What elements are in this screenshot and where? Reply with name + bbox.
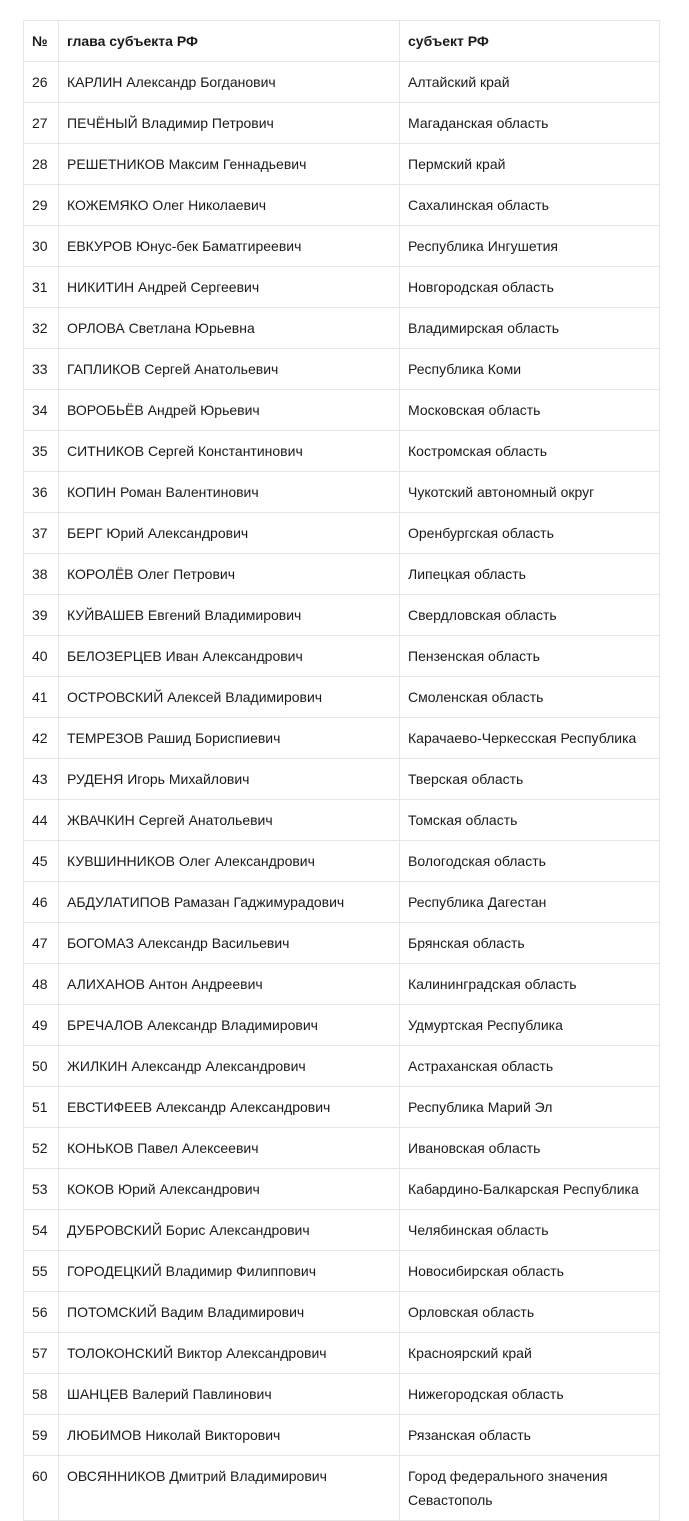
table-row (24, 390, 660, 431)
row-number-cell (24, 1415, 59, 1456)
table-row (24, 759, 660, 800)
governor-name: КОРОЛЁВ Олег Петрович (67, 566, 236, 582)
governor-name: ДУБРОВСКИЙ Борис Александрович (67, 1222, 310, 1238)
row-number-cell (24, 1087, 59, 1128)
federal-subject: Республика Коми (408, 361, 522, 377)
federal-subject: Калининградская область (408, 976, 577, 992)
federal-subject: Томская область (408, 812, 518, 828)
governor-name-cell (59, 1169, 400, 1210)
federal-subject-cell (400, 1005, 660, 1046)
federal-subject-cell (400, 1333, 660, 1374)
governor-name: АЛИХАНОВ Антон Андреевич (67, 976, 263, 992)
row-number: 34 (32, 402, 48, 418)
row-number: 59 (32, 1427, 48, 1443)
federal-subject-cell (400, 759, 660, 800)
row-number: 41 (32, 689, 48, 705)
row-number-cell (24, 349, 59, 390)
federal-subject-cell (400, 1169, 660, 1210)
federal-subject: Магаданская область (408, 115, 549, 131)
governor-name-cell (59, 1087, 400, 1128)
row-number: 39 (32, 607, 48, 623)
table-row (24, 1415, 660, 1456)
governor-name: ПЕЧЁНЫЙ Владимир Петрович (67, 115, 274, 131)
table-row (24, 1005, 660, 1046)
row-number: 35 (32, 443, 48, 459)
governor-name: ШАНЦЕВ Валерий Павлинович (67, 1386, 272, 1402)
governor-name-cell (59, 390, 400, 431)
federal-subject: Кабардино-Балкарская Республика (408, 1181, 639, 1197)
table-row (24, 103, 660, 144)
governor-name-cell (59, 964, 400, 1005)
federal-subject-cell (400, 718, 660, 759)
table-row (24, 1128, 660, 1169)
row-number-cell (24, 267, 59, 308)
row-number-cell (24, 882, 59, 923)
federal-subject: Липецкая область (408, 566, 526, 582)
row-number-cell (24, 1333, 59, 1374)
federal-subject-cell (400, 103, 660, 144)
governor-name-cell (59, 1333, 400, 1374)
federal-subject-cell (400, 554, 660, 595)
federal-subject: Вологодская область (408, 853, 546, 869)
governor-name-cell (59, 431, 400, 472)
federal-subject: Смоленская область (408, 689, 544, 705)
federal-subject-cell (400, 636, 660, 677)
table-row (24, 841, 660, 882)
governor-name: ЕВСТИФЕЕВ Александр Александрович (67, 1099, 331, 1115)
row-number-cell (24, 1169, 59, 1210)
governor-name: ЕВКУРОВ Юнус-бек Баматгиреевич (67, 238, 302, 254)
governor-name-cell (59, 718, 400, 759)
federal-subject-cell (400, 144, 660, 185)
federal-subject: Алтайский край (408, 74, 510, 90)
governor-name: КУВШИННИКОВ Олег Александрович (67, 853, 315, 869)
table-row (24, 308, 660, 349)
federal-subject: Карачаево-Черкесская Республика (408, 730, 637, 746)
federal-subject: Удмуртская Республика (408, 1017, 563, 1033)
row-number: 43 (32, 771, 48, 787)
governors-table-container (23, 20, 659, 1521)
table-row (24, 1046, 660, 1087)
row-number: 45 (32, 853, 48, 869)
row-number: 60 (32, 1468, 48, 1484)
governor-name: БРЕЧАЛОВ Александр Владимирович (67, 1017, 318, 1033)
governor-name: ЖИЛКИН Александр Александрович (67, 1058, 306, 1074)
row-number: 27 (32, 115, 48, 131)
row-number-cell (24, 841, 59, 882)
governor-name-cell (59, 226, 400, 267)
federal-subject-cell (400, 513, 660, 554)
federal-subject: Оренбургская область (408, 525, 554, 541)
table-row (24, 1333, 660, 1374)
federal-subject: Орловская область (408, 1304, 535, 1320)
row-number-cell (24, 1374, 59, 1415)
governor-name-cell (59, 1374, 400, 1415)
table-row (24, 431, 660, 472)
row-number: 56 (32, 1304, 48, 1320)
row-number-cell (24, 718, 59, 759)
governor-name-cell (59, 144, 400, 185)
governor-name: БЕЛОЗЕРЦЕВ Иван Александрович (67, 648, 303, 664)
governor-name: ОРЛОВА Светлана Юрьевна (67, 320, 255, 336)
federal-subject: Ивановская область (408, 1140, 541, 1156)
governor-name: РУДЕНЯ Игорь Михайлович (67, 771, 250, 787)
table-row (24, 1251, 660, 1292)
table-row (24, 964, 660, 1005)
governor-name-cell (59, 267, 400, 308)
header-subject: субъект РФ (400, 21, 660, 62)
row-number-cell (24, 800, 59, 841)
table-row (24, 923, 660, 964)
table-row (24, 882, 660, 923)
table-header-row (24, 21, 660, 62)
governor-name-cell (59, 636, 400, 677)
row-number-cell (24, 144, 59, 185)
row-number: 47 (32, 935, 48, 951)
governor-name-cell (59, 62, 400, 103)
federal-subject: Владимирская область (408, 320, 560, 336)
row-number: 31 (32, 279, 48, 295)
header-number: № (24, 21, 59, 62)
governor-name-cell (59, 1005, 400, 1046)
governor-name-cell (59, 595, 400, 636)
row-number: 26 (32, 74, 48, 90)
table-row (24, 1087, 660, 1128)
federal-subject-cell (400, 226, 660, 267)
federal-subject-cell (400, 390, 660, 431)
federal-subject-cell (400, 349, 660, 390)
row-number-cell (24, 513, 59, 554)
row-number-cell (24, 1046, 59, 1087)
governor-name: ЛЮБИМОВ Николай Викторович (67, 1427, 281, 1443)
row-number-cell (24, 1210, 59, 1251)
row-number: 37 (32, 525, 48, 541)
row-number: 44 (32, 812, 48, 828)
governor-name-cell (59, 759, 400, 800)
governor-name: ГАПЛИКОВ Сергей Анатольевич (67, 361, 279, 377)
federal-subject-cell (400, 308, 660, 349)
row-number-cell (24, 636, 59, 677)
governor-name: БОГОМАЗ Александр Васильевич (67, 935, 290, 951)
row-number-cell (24, 1128, 59, 1169)
federal-subject: Тверская область (408, 771, 524, 787)
row-number-cell (24, 1251, 59, 1292)
governor-name: ОСТРОВСКИЙ Алексей Владимирович (67, 689, 323, 705)
row-number: 29 (32, 197, 48, 213)
governor-name: ТОЛОКОНСКИЙ Виктор Александрович (67, 1345, 327, 1361)
governor-name: КОНЬКОВ Павел Алексеевич (67, 1140, 259, 1156)
federal-subject: Костромская область (408, 443, 548, 459)
row-number-cell (24, 923, 59, 964)
table-row (24, 513, 660, 554)
governor-name-cell (59, 923, 400, 964)
federal-subject: Пермский край (408, 156, 506, 172)
governor-name: БЕРГ Юрий Александрович (67, 525, 249, 541)
federal-subject: Новосибирская область (408, 1263, 564, 1279)
table-row (24, 1374, 660, 1415)
governor-name-cell (59, 513, 400, 554)
federal-subject: Астраханская область (408, 1058, 554, 1074)
governor-name: КУЙВАШЕВ Евгений Владимирович (67, 607, 302, 623)
row-number-cell (24, 226, 59, 267)
row-number-cell (24, 185, 59, 226)
governor-name-cell (59, 554, 400, 595)
row-number-cell (24, 431, 59, 472)
federal-subject-cell (400, 431, 660, 472)
governor-name: ГОРОДЕЦКИЙ Владимир Филиппович (67, 1263, 316, 1279)
table-row (24, 595, 660, 636)
federal-subject: Республика Марий Эл (408, 1099, 553, 1115)
governor-name-cell (59, 1128, 400, 1169)
row-number-cell (24, 390, 59, 431)
row-number: 49 (32, 1017, 48, 1033)
governor-name: СИТНИКОВ Сергей Константинович (67, 443, 303, 459)
federal-subject-cell (400, 1374, 660, 1415)
federal-subject-cell (400, 185, 660, 226)
federal-subject: Республика Дагестан (408, 894, 547, 910)
governor-name: ТЕМРЕЗОВ Рашид Бориспиевич (67, 730, 281, 746)
governor-name-cell (59, 308, 400, 349)
federal-subject: Нижегородская область (408, 1386, 564, 1402)
governor-name-cell (59, 349, 400, 390)
row-number: 28 (32, 156, 48, 172)
governor-name-cell (59, 472, 400, 513)
row-number: 51 (32, 1099, 48, 1115)
federal-subject-cell (400, 1046, 660, 1087)
row-number-cell (24, 308, 59, 349)
federal-subject: Свердловская область (408, 607, 557, 623)
federal-subject-cell (400, 923, 660, 964)
federal-subject: Брянская область (408, 935, 525, 951)
table-row (24, 1292, 660, 1333)
row-number: 33 (32, 361, 48, 377)
governor-name-cell (59, 103, 400, 144)
row-number: 42 (32, 730, 48, 746)
row-number-cell (24, 595, 59, 636)
row-number-cell (24, 1005, 59, 1046)
row-number: 50 (32, 1058, 48, 1074)
federal-subject-cell (400, 267, 660, 308)
federal-subject-cell (400, 1415, 660, 1456)
row-number-cell (24, 472, 59, 513)
governor-name: ЖВАЧКИН Сергей Анатольевич (67, 812, 273, 828)
row-number: 58 (32, 1386, 48, 1402)
row-number: 52 (32, 1140, 48, 1156)
row-number-cell (24, 677, 59, 718)
governor-name-cell (59, 1456, 400, 1521)
governor-name: ВОРОБЬЁВ Андрей Юрьевич (67, 402, 260, 418)
governor-name-cell (59, 1251, 400, 1292)
governor-name: РЕШЕТНИКОВ Максим Геннадьевич (67, 156, 307, 172)
row-number-cell (24, 62, 59, 103)
federal-subject-cell (400, 1087, 660, 1128)
federal-subject-cell (400, 62, 660, 103)
governors-table (23, 20, 660, 1521)
federal-subject-cell (400, 595, 660, 636)
table-row (24, 472, 660, 513)
row-number-cell (24, 103, 59, 144)
row-number: 54 (32, 1222, 48, 1238)
governor-name-cell (59, 1046, 400, 1087)
governor-name-cell (59, 185, 400, 226)
governor-name: КОКОВ Юрий Александрович (67, 1181, 260, 1197)
federal-subject: Сахалинская область (408, 197, 549, 213)
table-row (24, 226, 660, 267)
federal-subject: Челябинская область (408, 1222, 549, 1238)
governor-name-cell (59, 677, 400, 718)
table-row (24, 1210, 660, 1251)
row-number: 32 (32, 320, 48, 336)
table-row (24, 144, 660, 185)
federal-subject-cell (400, 1456, 660, 1521)
governor-name: АБДУЛАТИПОВ Рамазан Гаджимурадович (67, 894, 345, 910)
table-row (24, 267, 660, 308)
federal-subject: Красноярский край (408, 1345, 532, 1361)
governor-name-cell (59, 841, 400, 882)
federal-subject-cell (400, 1210, 660, 1251)
row-number-cell (24, 964, 59, 1005)
row-number-cell (24, 1456, 59, 1521)
row-number-cell (24, 759, 59, 800)
federal-subject-cell (400, 1128, 660, 1169)
table-row (24, 718, 660, 759)
table-row (24, 800, 660, 841)
federal-subject-cell (400, 1251, 660, 1292)
table-row (24, 62, 660, 103)
federal-subject-cell (400, 882, 660, 923)
table-row (24, 1169, 660, 1210)
table-row (24, 1456, 660, 1521)
table-row (24, 349, 660, 390)
federal-subject-cell (400, 677, 660, 718)
federal-subject: Московская область (408, 402, 541, 418)
governor-name: ПОТОМСКИЙ Вадим Владимирович (67, 1304, 305, 1320)
row-number: 40 (32, 648, 48, 664)
row-number: 53 (32, 1181, 48, 1197)
federal-subject-cell (400, 1292, 660, 1333)
table-row (24, 636, 660, 677)
governor-name: КОЖЕМЯКО Олег Николаевич (67, 197, 267, 213)
federal-subject-cell (400, 800, 660, 841)
federal-subject: Чукотский автономный округ (408, 484, 595, 500)
governor-name: НИКИТИН Андрей Сергеевич (67, 279, 260, 295)
federal-subject: Новгородская область (408, 279, 554, 295)
federal-subject: Пензенская область (408, 648, 540, 664)
table-row (24, 677, 660, 718)
table-row (24, 554, 660, 595)
table-row (24, 185, 660, 226)
row-number: 46 (32, 894, 48, 910)
row-number: 36 (32, 484, 48, 500)
row-number: 57 (32, 1345, 48, 1361)
governor-name-cell (59, 1415, 400, 1456)
governor-name-cell (59, 800, 400, 841)
federal-subject-cell (400, 472, 660, 513)
row-number: 38 (32, 566, 48, 582)
federal-subject-cell (400, 964, 660, 1005)
governor-name-cell (59, 1292, 400, 1333)
governor-name: КАРЛИН Александр Богданович (67, 74, 276, 90)
federal-subject: Рязанская область (408, 1427, 531, 1443)
governor-name: ОВСЯННИКОВ Дмитрий Владимирович (67, 1468, 327, 1484)
row-number: 30 (32, 238, 48, 254)
header-head: глава субъекта РФ (59, 21, 400, 62)
row-number-cell (24, 554, 59, 595)
row-number: 55 (32, 1263, 48, 1279)
governor-name-cell (59, 1210, 400, 1251)
row-number-cell (24, 1292, 59, 1333)
federal-subject: Город федерального значения Севастополь (408, 1468, 608, 1508)
federal-subject: Республика Ингушетия (408, 238, 559, 254)
governor-name: КОПИН Роман Валентинович (67, 484, 259, 500)
federal-subject-cell (400, 841, 660, 882)
table-body (24, 62, 660, 1521)
row-number: 48 (32, 976, 48, 992)
governor-name-cell (59, 882, 400, 923)
